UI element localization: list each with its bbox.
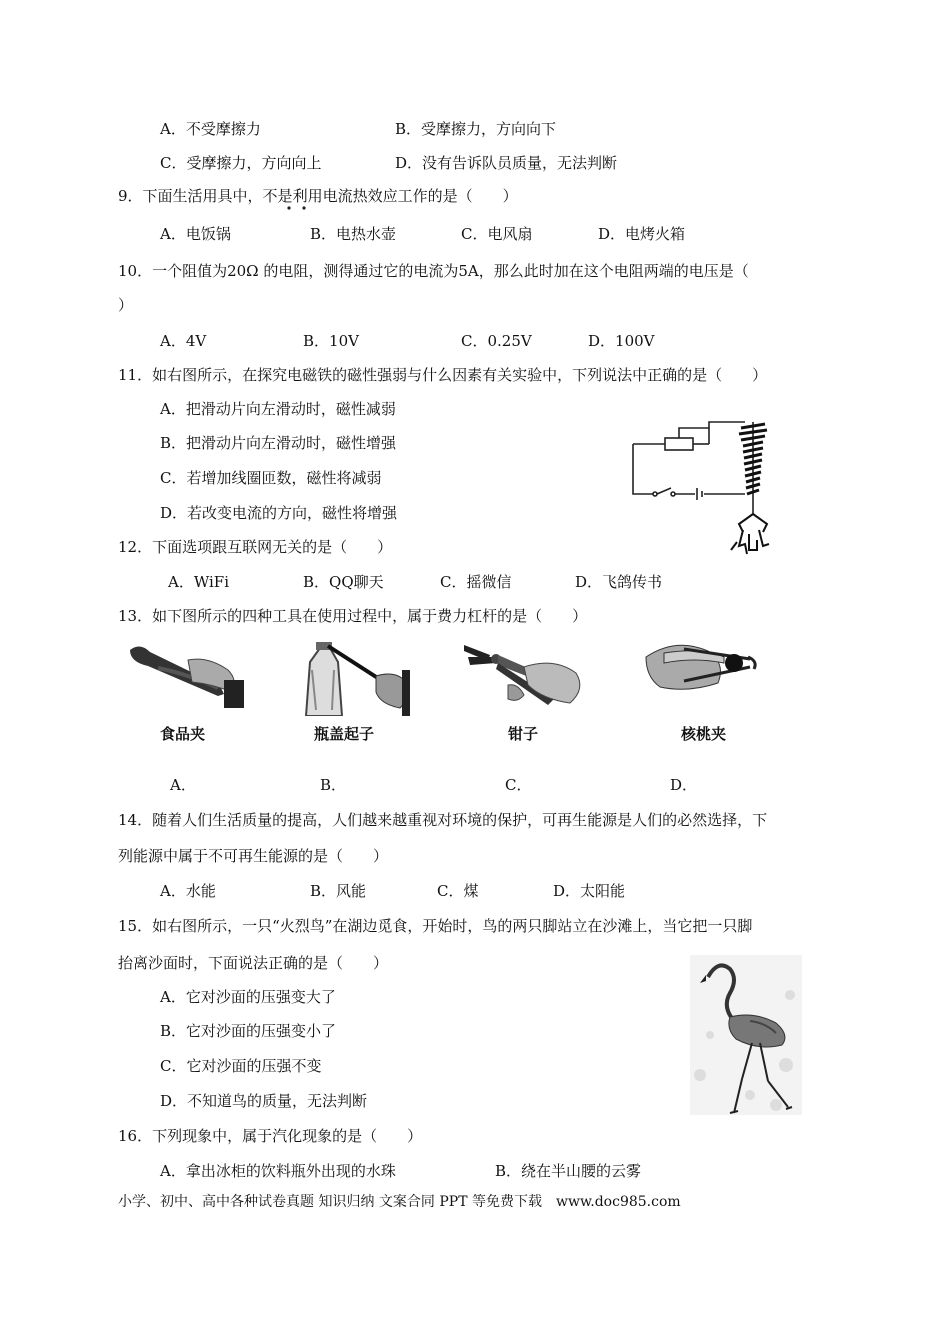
- tool-caption-food-tongs: 食品夹: [160, 725, 206, 743]
- q11-option-d: D．若改变电流的方向，磁性将增强: [160, 504, 398, 522]
- q9-option-d: D．电烤火箱: [598, 225, 686, 243]
- flamingo-figure: [690, 955, 802, 1115]
- q9-stem: [118, 186, 518, 206]
- q11-option-a: A．把滑动片向左滑动时，磁性减弱: [160, 400, 396, 418]
- pliers-image: [462, 637, 594, 711]
- q9-option-c: C．电风扇: [461, 225, 533, 243]
- q15-option-c: C．它对沙面的压强不变: [160, 1057, 322, 1075]
- q12-option-b: B．QQ聊天: [303, 573, 384, 591]
- q14-option-b: B．风能: [310, 882, 367, 900]
- page-footer: 小学、初中、高中各种试卷真题 知识归纳 文案合同 PPT 等免费下载 www.doc985.com: [118, 1194, 681, 1210]
- bottle-opener-image: [298, 640, 412, 716]
- q11-option-b: B．把滑动片向左滑动时，磁性增强: [160, 434, 397, 452]
- q12-stem: 12．下面选项跟互联网无关的是（ ）: [118, 538, 393, 556]
- q12-option-d: D．飞鸽传书: [575, 573, 663, 591]
- q9-stem-post: 利用电流热效应工作的是（ ）: [292, 187, 518, 205]
- q13-stem: 13．如下图所示的四种工具在使用过程中，属于费力杠杆的是（ ）: [118, 607, 588, 625]
- q8-option-d: D．没有告诉队员质量，无法判断: [395, 154, 618, 172]
- q10-option-d: D．100V: [588, 332, 655, 350]
- q13-option-b: B．: [320, 776, 347, 794]
- q10-option-b: B．10V: [303, 332, 359, 350]
- q14-option-c: C．煤: [437, 882, 479, 900]
- food-tongs-image: [128, 640, 252, 712]
- q8-option-b: B．受摩擦力，方向向下: [395, 120, 557, 138]
- q8-option-a: A．不受摩擦力: [160, 120, 261, 138]
- q9-option-a: A．电饭锅: [160, 225, 231, 243]
- q9-option-b: B．电热水壶: [310, 225, 397, 243]
- q16-option-b: B．绕在半山腰的云雾: [495, 1162, 642, 1180]
- emphasis-dots: [284, 204, 314, 212]
- q10-stem-line2: ）: [118, 296, 134, 314]
- q15-option-a: A．它对沙面的压强变大了: [160, 988, 336, 1006]
- q12-option-c: C．摇微信: [440, 573, 512, 591]
- q13-option-d: D．: [670, 776, 698, 794]
- q8-option-c: C．受摩擦力，方向向上: [160, 154, 322, 172]
- tool-caption-bottle-opener: 瓶盖起子: [314, 725, 375, 743]
- q12-option-a: A．WiFi: [168, 573, 229, 591]
- q9-stem-emphasis: 不是: [262, 187, 293, 205]
- q11-option-c: C．若增加线圈匝数，磁性将减弱: [160, 469, 382, 487]
- nutcracker-image: [644, 637, 760, 707]
- electromagnet-circuit-figure: [625, 418, 795, 558]
- q15-stem-line1: 15．如右图所示，一只“火烈鸟”在湖边觅食，开始时，鸟的两只脚站立在沙滩上，当它把一只脚: [118, 917, 753, 935]
- q16-option-a: A．拿出冰柜的饮料瓶外出现的水珠: [160, 1162, 396, 1180]
- q15-option-b: B．它对沙面的压强变小了: [160, 1022, 337, 1040]
- q13-option-c: C．: [505, 776, 532, 794]
- q10-option-a: A．4V: [160, 332, 207, 350]
- q10-stem-line1: 10．一个阻值为20Ω 的电阻，测得通过它的电流为5A，那么此时加在这个电阻两端的电压是（: [118, 262, 749, 280]
- q10-option-c: C．0.25V: [461, 332, 532, 350]
- q15-stem-line2: 抬离沙面时，下面说法正确的是（ ）: [118, 954, 389, 972]
- q16-stem: 16．下列现象中，属于汽化现象的是（ ）: [118, 1127, 423, 1145]
- q11-stem: 11．如右图所示，在探究电磁铁的磁性强弱与什么因素有关实验中，下列说法中正确的是（ ）: [118, 366, 768, 384]
- q14-stem-line1: 14．随着人们生活质量的提高，人们越来越重视对环境的保护，可再生能源是人们的必然选择，下: [118, 811, 768, 829]
- q14-option-d: D．太阳能: [553, 882, 626, 900]
- tool-caption-nutcracker: 核桃夹: [681, 725, 727, 743]
- q14-stem-line2: 列能源中属于不可再生能源的是（ ）: [118, 847, 389, 865]
- q9-stem-pre: 9．下面生活用具中，: [118, 187, 263, 205]
- tool-caption-pliers: 钳子: [508, 725, 539, 743]
- q15-option-d: D．不知道鸟的质量，无法判断: [160, 1092, 368, 1110]
- q13-option-a: A．: [170, 776, 196, 794]
- q14-option-a: A．水能: [160, 882, 216, 900]
